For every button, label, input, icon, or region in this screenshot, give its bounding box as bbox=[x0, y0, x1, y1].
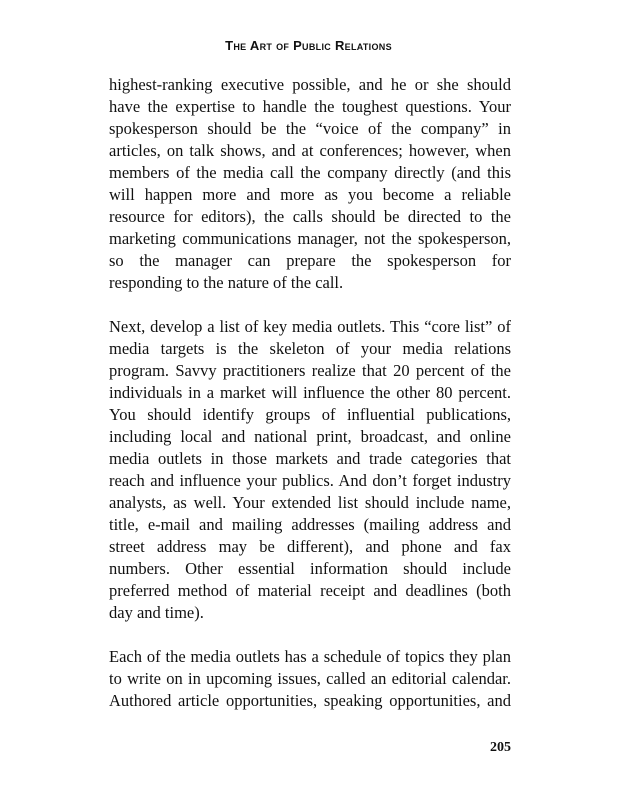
text-line: have the expertise to handle the toughest questions. Your bbox=[109, 97, 511, 116]
text-line: highest-ranking executive possible, and he or she should bbox=[109, 75, 511, 94]
paragraph-3 bbox=[109, 646, 511, 712]
text-line: articles, on talk shows, and at conferences; however, when bbox=[109, 141, 511, 160]
text-line: Each of the media outlets has a schedule of topics they plan bbox=[109, 647, 511, 666]
text-line: will happen more and more as you become a reliable bbox=[109, 185, 511, 204]
text-line: program. Savvy practitioners realize that 20 percent of the bbox=[109, 361, 511, 380]
text-line: reach and influence your publics. And don’t forget industry bbox=[109, 471, 511, 490]
text-line: Next, develop a list of key media outlets. This “core list” of bbox=[109, 317, 511, 336]
page-number: 205 bbox=[490, 740, 511, 755]
text-line: responding to the nature of the call. bbox=[109, 273, 344, 292]
text-line: preferred method of material receipt and deadlines (both bbox=[109, 581, 511, 600]
text-line: numbers. Other essential information should include bbox=[109, 559, 511, 578]
text-line: day and time). bbox=[109, 603, 204, 622]
text-line: individuals in a market will influence the other 80 percent. bbox=[109, 383, 511, 402]
text-line: media targets is the skeleton of your media relations bbox=[109, 339, 511, 358]
text-line: to write on in upcoming issues, called an editorial calendar. bbox=[109, 669, 511, 688]
paragraph-1 bbox=[109, 74, 511, 294]
text-line: title, e-mail and mailing addresses (mailing address and bbox=[109, 515, 511, 534]
paragraph-spacer bbox=[109, 294, 511, 316]
paragraph-spacer bbox=[109, 624, 511, 646]
text-line: street address may be different), and phone and fax bbox=[109, 537, 511, 556]
text-line: marketing communications manager, not the spokesperson, bbox=[109, 229, 511, 248]
text-line: media outlets in those markets and trade categories that bbox=[109, 449, 511, 468]
text-line: You should identify groups of influential publications, bbox=[109, 405, 511, 424]
text-line: so the manager can prepare the spokesperson for bbox=[109, 251, 511, 270]
body-text bbox=[109, 74, 511, 712]
text-line: including local and national print, broadcast, and online bbox=[109, 427, 511, 446]
text-line: resource for editors), the calls should be directed to the bbox=[109, 207, 511, 226]
text-line: spokesperson should be the “voice of the company” in bbox=[109, 119, 511, 138]
paragraph-2 bbox=[109, 316, 511, 624]
text-line: Authored article opportunities, speaking opportunities, and bbox=[109, 691, 511, 710]
text-line: analysts, as well. Your extended list should include name, bbox=[109, 493, 511, 512]
text-line: members of the media call the company directly (and this bbox=[109, 163, 511, 182]
running-header: The Art of Public Relations bbox=[225, 38, 392, 53]
